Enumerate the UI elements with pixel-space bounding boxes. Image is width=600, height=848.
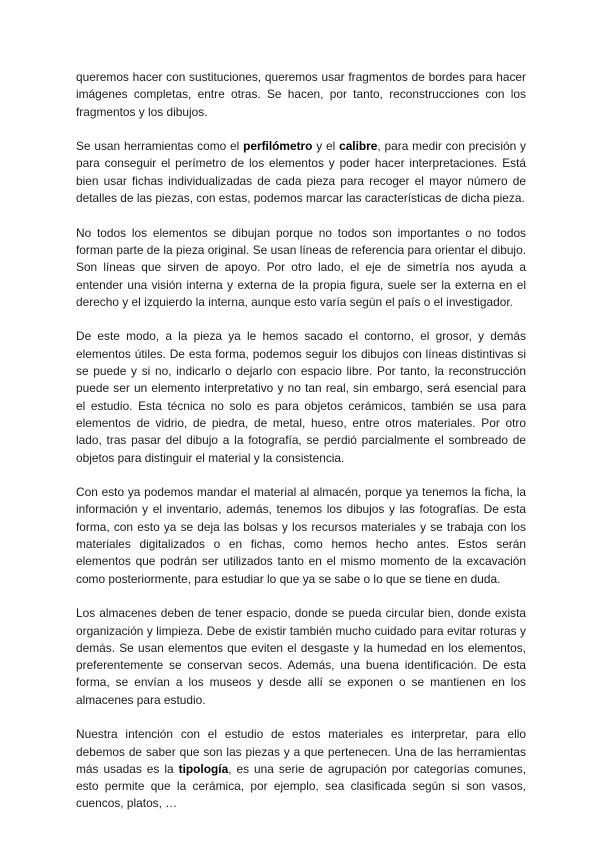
term-perfilometro: perfilómetro <box>243 139 313 154</box>
document-page <box>76 69 526 830</box>
text-segment: De este modo, a la pieza ya le hemos sacado el contorno, el grosor, y demás elementos útiles. De esta forma, podemos seguir los dibujos con líneas distintivas si se puede y si no, indicarlo o dejarlo con espacio libre. Por tanto, la reconstrucción puede ser un elemento interpretativo y no tan real, sin embargo, será esencial para el estudio. Esta técnica no solo es para objetos cerámicos, también se usa para elementos de vidrio, de piedra, de metal, hueso, entre otros materiales. Por otro lado, tras pasar del dibujo a la fotografía, se perdió parcialmente el sombreado de objetos para distinguir el material y la consistencia. <box>76 329 526 465</box>
text-segment: queremos hacer con sustituciones, queremos usar fragmentos de bordes para hacer imágenes completas, entre otras. Se hacen, por tanto, reconstrucciones con los fragmentos y los dibujos. <box>76 70 526 119</box>
text-segment: Los almacenes deben de tener espacio, donde se pueda circular bien, donde exista organización y limpieza. Debe de existir también mucho cuidado para evitar roturas y demás. Se usan elementos que eviten el desgaste y la humedad en los elementos, preferentemente se conservan secos. Además, una buena identificación. De esta forma, se envían a los museos y desde allí se exponen o se mantienen en los almacenes para estudio. <box>76 606 526 707</box>
text-segment: , es una serie de agrupación por categorías comunes, esto permite que la cerámica, por ejemplo, sea clasificada según si son vasos, cuencos, platos, … <box>76 761 526 811</box>
paragraph-3 <box>76 225 526 311</box>
paragraph-7 <box>76 726 526 812</box>
text-segment: , para medir con precisión y para conseguir el perímetro de los elementos y poder hacer interpretaciones. Está bien usar fichas individualizadas de cada pieza para recoger el mayor número de detalles de las piezas, con estas, podemos marcar las características de dicha pieza. <box>76 139 526 206</box>
text-segment: Se usan herramientas como el <box>76 139 244 154</box>
text-segment: No todos los elementos se dibujan porque no todos son importantes o no todos forman parte de la pieza original. Se usan líneas de referencia para orientar el dibujo. Son líneas que sirven de apoyo. Por otro lado, el eje de simetría nos ayuda a entender una visión interna y externa de la propia figura, suele ser la externa en el derecho y el izquierdo la interna, aunque esto varía según el país o el investigador. <box>76 225 526 309</box>
paragraph-1 <box>76 69 526 121</box>
paragraph-5 <box>76 484 526 588</box>
paragraph-6 <box>76 605 526 709</box>
text-segment: Con esto ya podemos mandar el material al almacén, porque ya tenemos la ficha, la información y el inventario, además, tenemos los dibujos y las fotografías. De esta forma, con esto ya se deja las bolsas y los recursos materiales y se trabaja con los materiales digitalizados o en fichas, como hemos hecho antes. Estos serán elementos que podrán ser utilizados tanto en el mismo momento de la excavación como posteriormente, para estudiar lo que ya se sabe o lo que se tiene en duda. <box>76 485 526 586</box>
text-segment: Nuestra intención con el estudio de estos materiales es interpretar, para ello debemos de saber que son las piezas y a que pertenecen. Una de las herramientas más usadas es la <box>76 727 526 776</box>
term-calibre: calibre <box>339 139 378 154</box>
term-tipologia: tipología <box>178 761 229 776</box>
paragraph-2 <box>76 138 526 207</box>
text-segment: y el <box>312 139 340 154</box>
paragraph-4 <box>76 328 526 466</box>
